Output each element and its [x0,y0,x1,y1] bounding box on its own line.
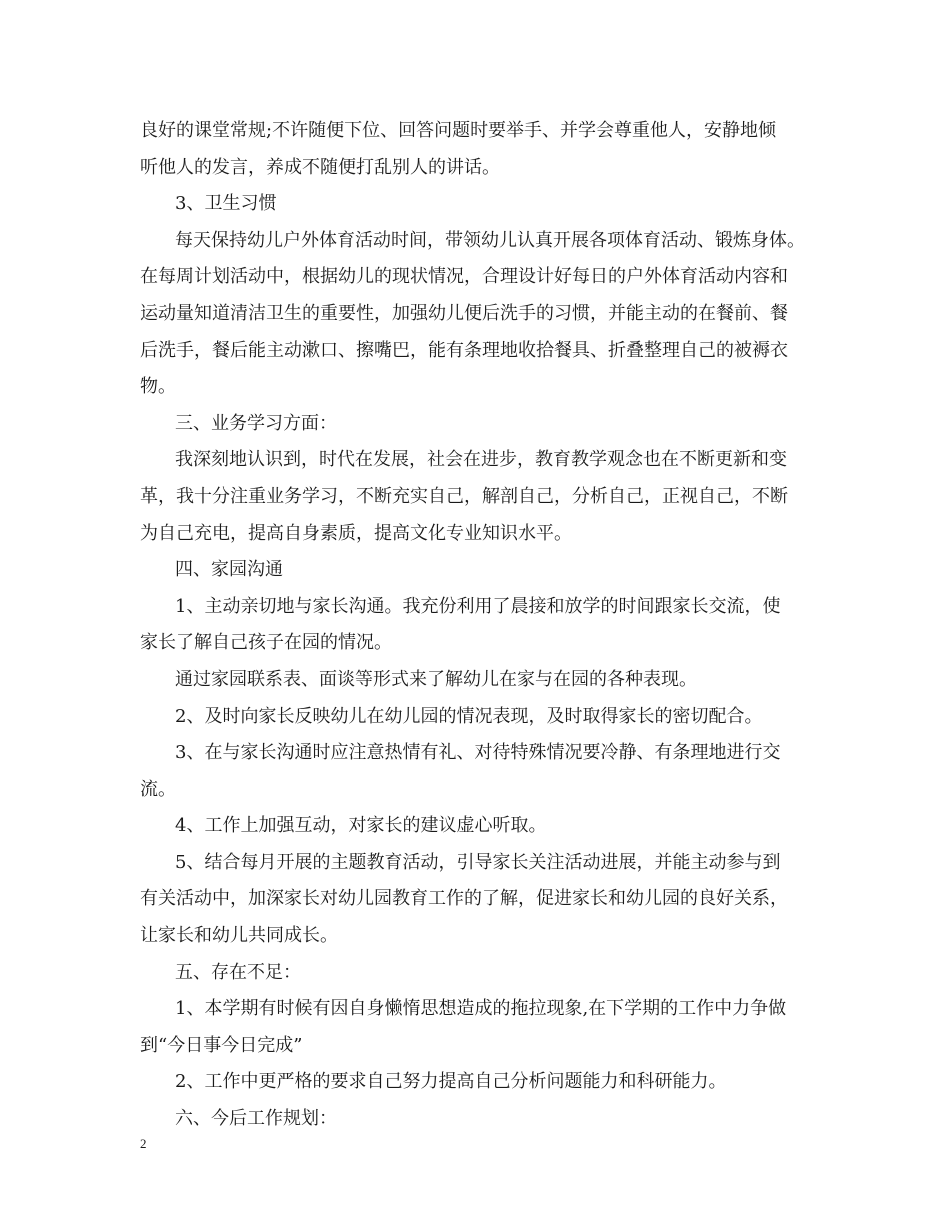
text-line: 通过家园联系表、面谈等形式来了解幼儿在家与在园的各种表现。 [175,668,697,690]
text-line: 3、在与家长沟通时应注意热情有礼、对待特殊情况要冷静、有条理地进行交 [175,742,781,764]
text-line: 流。 [140,778,176,800]
body-text [140,113,810,1138]
text-line: 5、结合每月开展的主题教育活动，引导家长关注活动进展，并能主动参与到 [175,851,781,873]
text-line: 四、家园沟通 [175,559,283,581]
text-line: 每天保持幼儿户外体育活动时间，带领幼儿认真开展各项体育活动、锻炼身体。 [175,229,805,251]
text-line: 到“今日事今日完成” [140,1034,303,1056]
text-line: 2、及时向家长反映幼儿在幼儿园的情况表现，及时取得家长的密切配合。 [175,705,763,727]
text-line: 让家长和幼儿共同成长。 [140,925,338,947]
text-line: 物。 [140,376,176,398]
text-line: 有关活动中，加深家长对幼儿园教育工作的了解，促进家长和幼儿园的良好关系， [140,888,788,910]
text-line: 在每周计划活动中，根据幼儿的现状情况，合理设计好每日的户外体育活动内容和 [140,266,788,288]
text-line: 为自己充电，提高自身素质，提高文化专业知识水平。 [140,522,572,544]
text-line: 后洗手，餐后能主动漱口、擦嘴巴，能有条理地收拾餐具、折叠整理自己的被褥衣 [140,339,788,361]
text-line: 1、本学期有时候有因自身懒惰思想造成的拖拉现象,在下学期的工作中力争做 [175,998,787,1020]
text-line: 运动量知道清洁卫生的重要性，加强幼儿便后洗手的习惯，并能主动的在餐前、餐 [140,302,788,324]
text-line: 革，我十分注重业务学习，不断充实自己，解剖自己，分析自己，正视自己，不断 [140,485,788,507]
text-line: 1、主动亲切地与家长沟通。我充份利用了晨接和放学的时间跟家长交流，使 [175,595,781,617]
text-line: 2、工作中更严格的要求自己努力提高自己分析问题能力和科研能力。 [175,1071,727,1093]
text-line: 六、今后工作规划： [175,1108,337,1130]
page-number: 2 [140,1136,147,1151]
text-line: 良好的课堂常规;不许随便下位、回答问题时要举手、并学会尊重他人，安静地倾 [140,120,777,141]
text-line: 家长了解自己孩子在园的情况。 [140,632,392,654]
text-line: 听他人的发言，养成不随便打乱别人的讲话。 [140,156,500,178]
text-line: 4、工作上加强互动，对家长的建议虚心听取。 [175,815,547,837]
text-line: 五、存在不足： [175,961,301,983]
text-line: 三、业务学习方面： [175,412,337,434]
text-line: 我深刻地认识到，时代在发展，社会在进步，教育教学观念也在不断更新和变 [175,449,787,471]
text-line: 3、卫生习惯 [175,193,277,215]
